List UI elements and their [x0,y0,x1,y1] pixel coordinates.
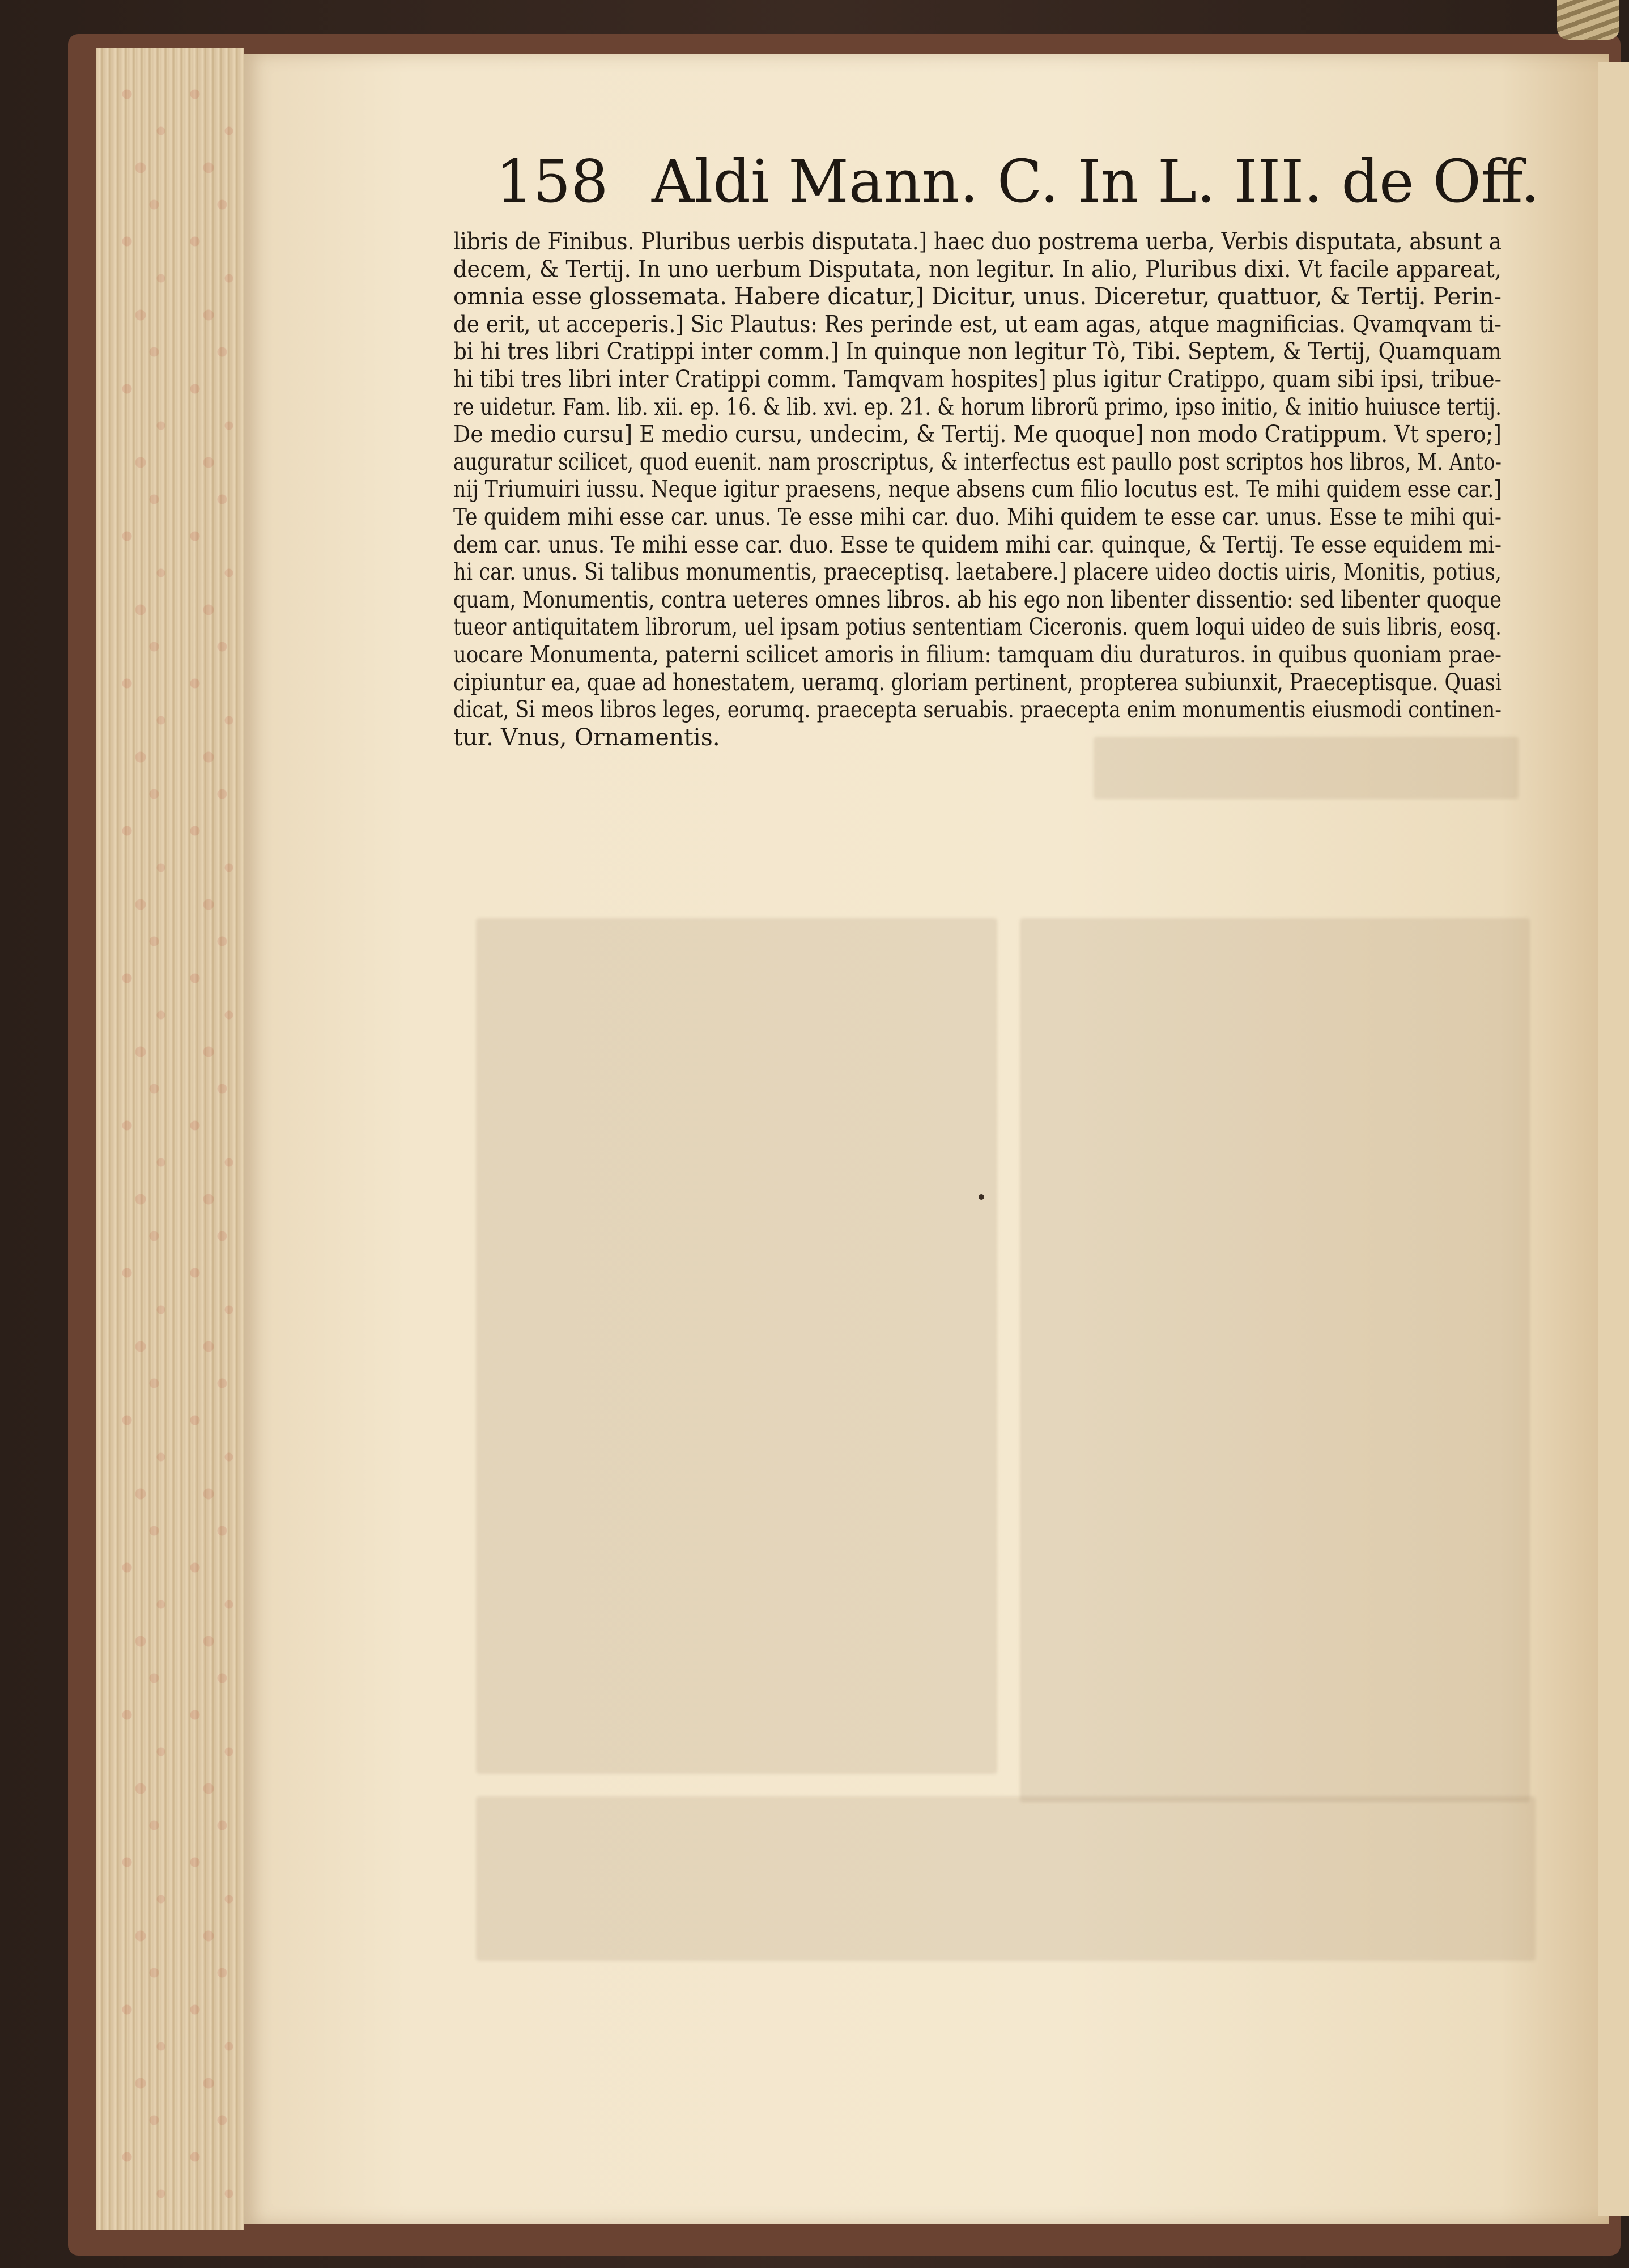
page-header [496,142,1540,221]
text-line: libris de Finibus. Pluribus uerbis disputata.] haec duo postrema uerba, Verbis disputata, absunt a [453,228,1502,255]
page-number: 158 [496,147,609,216]
text-line: dicat, Si meos libros leges, eorumq. praecepta seruabis. praecepta enim monumentis eiusmodi continen- [453,696,1502,724]
text-line: bi hi tres libri Cratippi inter comm.] In quinque non legitur Tὸ, Tibi. Septem, & Tertij, Quamquam [453,338,1502,366]
page-edge-foxing [113,79,238,2210]
text-line: re uidetur. Fam. lib. xii. ep. 16. & lib. xvi. ep. 21. & horum librorũ primo, ipso initio, & initio huiusce tertij. [453,393,1502,421]
bleed-through-column-right [1020,918,1530,1802]
text-line: dem car. unus. Te mihi esse car. duo. Esse te quidem mihi car. quinque, & Tertij. Te esse equidem mi- [453,530,1502,558]
text-line: De medio cursu] E medio cursu, undecim, & Tertij. Me quoque] non modo Cratippum. Vt spero;] [453,421,1502,448]
ribbon-marker [1557,0,1619,40]
text-line: hi tibi tres libri inter Cratippi comm. Tamqvam hospites] plus igitur Cratippo, quam sibi ipsi, tribue- [453,365,1502,393]
text-line: uocare Monumenta, paterni scilicet amoris in filium: tamquam diu duraturos. in quibus quoniam prae- [453,640,1502,668]
text-line: nij Triumuiri iussu. Neque igitur praesens, neque absens cum filio locutus est. Te mihi quidem esse car.] [453,475,1502,503]
running-head: Aldi Mann. C. In L. III. de Off. [652,147,1540,216]
text-line: omnia esse glossemata. Habere dicatur,] Dicitur, unus. Diceretur, quattuor, & Tertij. Perin- [453,283,1502,311]
text-line: auguratur scilicet, quod euenit. nam proscriptus, & interfectus est paullo post scriptos hos libros, M. Anto- [453,448,1502,475]
text-line: de erit, ut acceperis.] Sic Plautus: Res perinde est, ut eam agas, atque magnificias. Qvamqvam ti- [453,310,1502,338]
text-line: cipiuntur ea, quae ad honestatem, ueramq. gloriam pertinent, propterea subiunxit, Praeceptisque. Quasi [453,668,1502,696]
text-line: decem, & Tertij. In uno uerbum Disputata, non legitur. In alio, Pluribus dixi. Vt facile appareat, [453,255,1502,283]
bleed-through-column-left [476,918,997,1774]
text-line: Te quidem mihi esse car. unus. Te esse mihi car. duo. Mihi quidem te esse car. unus. Esse te mihi qui- [453,503,1502,530]
facing-page-edge [1598,62,1629,2216]
text-line: tueor antiquitatem librorum, uel ipsam potius sententiam Ciceronis. quem loqui uideo de suis libris, eosq. [453,613,1502,641]
bleed-through-block-bottom [476,1796,1536,1961]
text-line: hi car. unus. Si talibus monumentis, praeceptisq. laetabere.] placere uideo doctis uiris, Monitis, potius, [453,558,1502,586]
commentary-text [453,228,1502,751]
ink-spot [979,1194,984,1200]
text-line: quam, Monumentis, contra ueteres omnes libros. ab his ego non libenter dissentio: sed libenter quoque [453,585,1502,613]
text-line: tur. Vnus, Ornamentis. [453,723,720,751]
